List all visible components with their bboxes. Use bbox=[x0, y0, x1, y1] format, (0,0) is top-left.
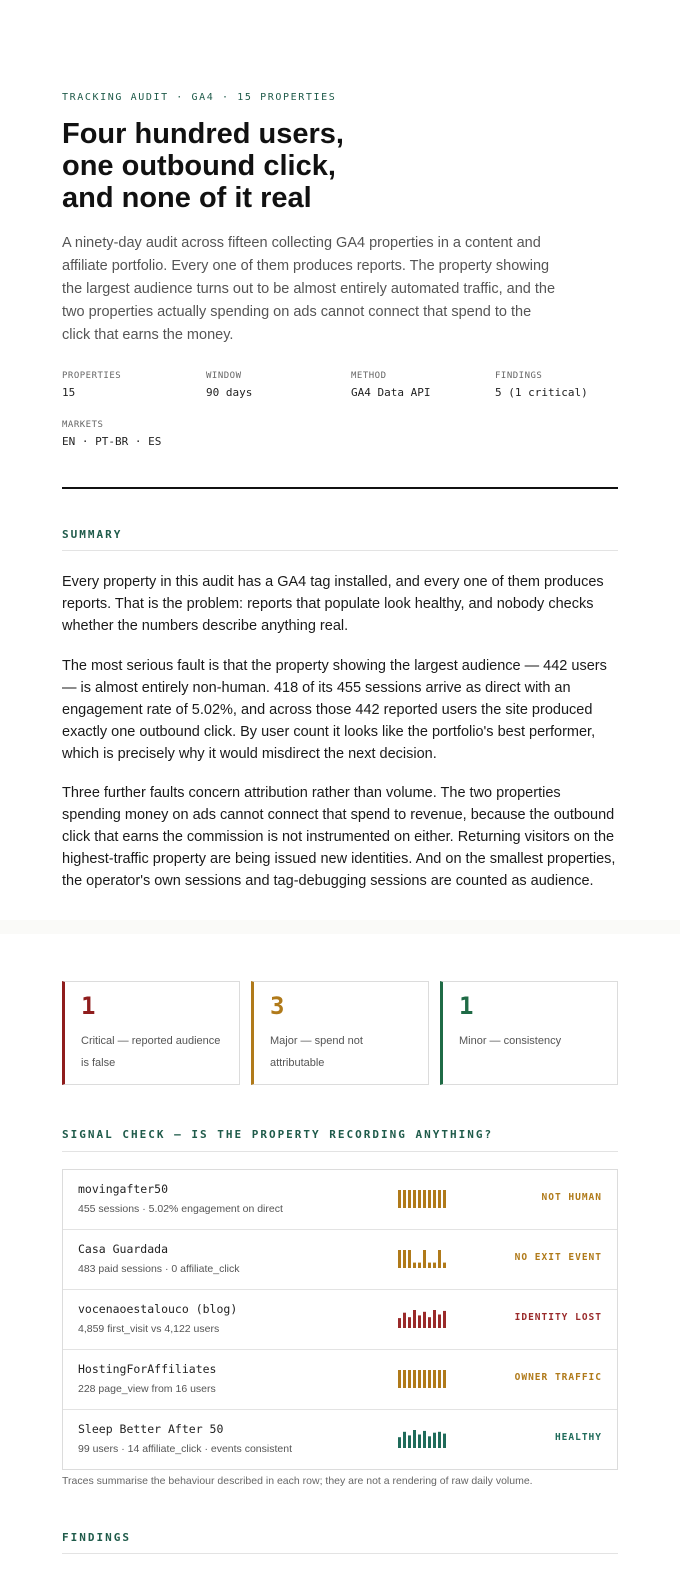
meta-value-method: GA4 Data API bbox=[351, 386, 431, 399]
trace-bar bbox=[413, 1190, 416, 1208]
meta-label-findings: FINDINGS bbox=[495, 371, 543, 381]
status-badge: NOT HUMAN bbox=[541, 1192, 602, 1203]
signal-row bbox=[63, 1170, 617, 1229]
trace-bar bbox=[408, 1370, 411, 1388]
stat-card-critical bbox=[62, 981, 240, 1085]
stat-label: Critical — reported audience is false bbox=[81, 1035, 221, 1069]
signal-rule bbox=[62, 1151, 618, 1152]
trace-bar bbox=[433, 1263, 436, 1268]
status-badge: OWNER TRAFFIC bbox=[514, 1372, 602, 1383]
trace-bar bbox=[413, 1430, 416, 1448]
trace-bar bbox=[433, 1190, 436, 1208]
trace-bar bbox=[418, 1435, 421, 1449]
signal-trace bbox=[398, 1190, 448, 1208]
trace-bar bbox=[403, 1370, 406, 1388]
trace-bar bbox=[428, 1370, 431, 1388]
page-title bbox=[62, 118, 482, 214]
findings-heading: FINDINGS bbox=[62, 1531, 131, 1544]
eyebrow: TRACKING AUDIT · GA4 · 15 PROPERTIES bbox=[62, 92, 337, 103]
signal-row bbox=[63, 1409, 617, 1469]
stat-card-minor bbox=[440, 981, 618, 1085]
title-line: one outbound click, bbox=[62, 150, 336, 182]
stat-label: Minor — consistency bbox=[459, 1035, 562, 1047]
meta-value-properties: 15 bbox=[62, 386, 76, 399]
property-name: vocenaoestalouco (blog) bbox=[78, 1302, 238, 1316]
trace-bar bbox=[413, 1263, 416, 1268]
trace-bar bbox=[403, 1432, 406, 1448]
trace-bar bbox=[428, 1436, 431, 1448]
trace-bar bbox=[438, 1250, 441, 1268]
stat-count: 3 bbox=[270, 992, 285, 1020]
findings-rule bbox=[62, 1553, 618, 1554]
signal-row bbox=[63, 1289, 617, 1349]
signal-trace bbox=[398, 1430, 448, 1448]
summary-paragraph: Every property in this audit has a GA4 tag installed, and every one of them produces reports. That is the problem: reports that populate look healthy, and nobody checks whether the numbers describe anything real. bbox=[62, 574, 604, 634]
signal-row bbox=[63, 1229, 617, 1289]
trace-bar bbox=[408, 1250, 411, 1268]
trace-bar bbox=[398, 1318, 401, 1328]
trace-bar bbox=[408, 1435, 411, 1448]
trace-bar bbox=[433, 1433, 436, 1448]
property-detail: 455 sessions · 5.02% engagement on direct bbox=[78, 1203, 283, 1215]
trace-bar bbox=[413, 1310, 416, 1328]
meta-label-markets: MARKETS bbox=[62, 420, 104, 430]
summary-paragraph: Three further faults concern attribution rather than volume. The two properties spending money on ads cannot connect that spend to revenue, because the outbound click that earns the commission is not instrumented on either. Returning visitors on the highest-traffic property are being issued new identities. And on the smallest properties, the operator's own sessions and tag-debugging sessions are counted as audience. bbox=[62, 785, 616, 889]
header-divider bbox=[62, 487, 618, 489]
stat-count: 1 bbox=[459, 992, 474, 1020]
trace-bar bbox=[398, 1437, 401, 1448]
property-name: movingafter50 bbox=[78, 1182, 169, 1196]
trace-bar bbox=[428, 1190, 431, 1208]
trace-bar bbox=[423, 1431, 426, 1448]
trace-bar bbox=[403, 1190, 406, 1208]
summary-paragraph: The most serious fault is that the property showing the largest audience — 442 users — is almost entirely non-human. 418 of its 455 sessions arrive as direct with an engagement rate of 5.02%, and across those 442 reported users the site produced exactly one outbound click. By user count it looks like the portfolio's best performer, which is precisely why it would misdirect the next decision. bbox=[62, 658, 607, 762]
property-detail: 4,859 first_visit vs 4,122 users bbox=[78, 1323, 220, 1335]
trace-bar bbox=[403, 1250, 406, 1268]
trace-bar bbox=[408, 1317, 411, 1328]
trace-bar bbox=[428, 1263, 431, 1268]
meta-value-findings: 5 (1 critical) bbox=[495, 386, 588, 399]
stat-label: Major — spend not attributable bbox=[270, 1035, 363, 1069]
signal-trace bbox=[398, 1250, 448, 1268]
summary-rule bbox=[62, 550, 618, 551]
trace-bar bbox=[443, 1434, 446, 1448]
trace-bar bbox=[433, 1370, 436, 1388]
section-band bbox=[0, 920, 680, 934]
trace-bar bbox=[403, 1313, 406, 1328]
trace-bar bbox=[418, 1315, 421, 1328]
trace-bar bbox=[408, 1190, 411, 1208]
trace-bar bbox=[438, 1370, 441, 1388]
summary-heading: SUMMARY bbox=[62, 528, 123, 541]
lede: A ninety-day audit across fifteen collecting GA4 properties in a content and affiliate portfolio. Every one of them produces reports. The property showing the largest audience turns out to be almost entirely automated traffic, and the two properties actually spending on ads cannot connect that spend to the click that earns the money. bbox=[62, 235, 556, 343]
property-name: Casa Guardada bbox=[78, 1242, 169, 1256]
meta-value-markets: EN · PT-BR · ES bbox=[62, 435, 162, 448]
property-detail: 483 paid sessions · 0 affiliate_click bbox=[78, 1263, 240, 1275]
status-badge: IDENTITY LOST bbox=[514, 1312, 602, 1323]
property-name: Sleep Better After 50 bbox=[78, 1422, 224, 1436]
signal-trace bbox=[398, 1310, 448, 1328]
signal-row bbox=[63, 1349, 617, 1409]
title-line: Four hundred users, bbox=[62, 118, 344, 150]
status-badge: NO EXIT EVENT bbox=[514, 1252, 602, 1263]
status-badge: HEALTHY bbox=[554, 1432, 602, 1443]
trace-bar bbox=[418, 1263, 421, 1268]
meta-label-window: WINDOW bbox=[206, 371, 242, 381]
trace-bar bbox=[398, 1190, 401, 1208]
trace-bar bbox=[443, 1263, 446, 1268]
meta-value-window: 90 days bbox=[206, 386, 253, 399]
trace-bar bbox=[423, 1312, 426, 1328]
signal-table bbox=[62, 1169, 618, 1470]
meta-label-method: METHOD bbox=[351, 371, 387, 381]
trace-bar bbox=[423, 1190, 426, 1208]
property-name: HostingForAffiliates bbox=[78, 1362, 217, 1376]
signal-footnote: Traces summarise the behaviour described in each row; they are not a rendering of raw daily volume. bbox=[62, 1475, 533, 1487]
stat-card-major bbox=[251, 981, 429, 1085]
trace-bar bbox=[428, 1317, 431, 1328]
trace-bar bbox=[438, 1190, 441, 1208]
trace-bar bbox=[423, 1250, 426, 1268]
title-line: and none of it real bbox=[62, 182, 312, 214]
property-detail: 228 page_view from 16 users bbox=[78, 1383, 216, 1395]
trace-bar bbox=[413, 1370, 416, 1388]
trace-bar bbox=[418, 1190, 421, 1208]
trace-bar bbox=[438, 1432, 441, 1448]
trace-bar bbox=[443, 1190, 446, 1208]
trace-bar bbox=[443, 1311, 446, 1328]
stat-count: 1 bbox=[81, 992, 96, 1020]
signal-heading: SIGNAL CHECK — IS THE PROPERTY RECORDING ANYTHING? bbox=[62, 1128, 494, 1141]
property-detail: 99 users · 14 affiliate_click · events consistent bbox=[78, 1443, 292, 1455]
meta-label-properties: PROPERTIES bbox=[62, 371, 122, 381]
trace-bar bbox=[398, 1370, 401, 1388]
trace-bar bbox=[418, 1370, 421, 1388]
trace-bar bbox=[438, 1315, 441, 1329]
signal-trace bbox=[398, 1370, 448, 1388]
trace-bar bbox=[398, 1250, 401, 1268]
trace-bar bbox=[423, 1370, 426, 1388]
trace-bar bbox=[443, 1370, 446, 1388]
trace-bar bbox=[433, 1310, 436, 1328]
